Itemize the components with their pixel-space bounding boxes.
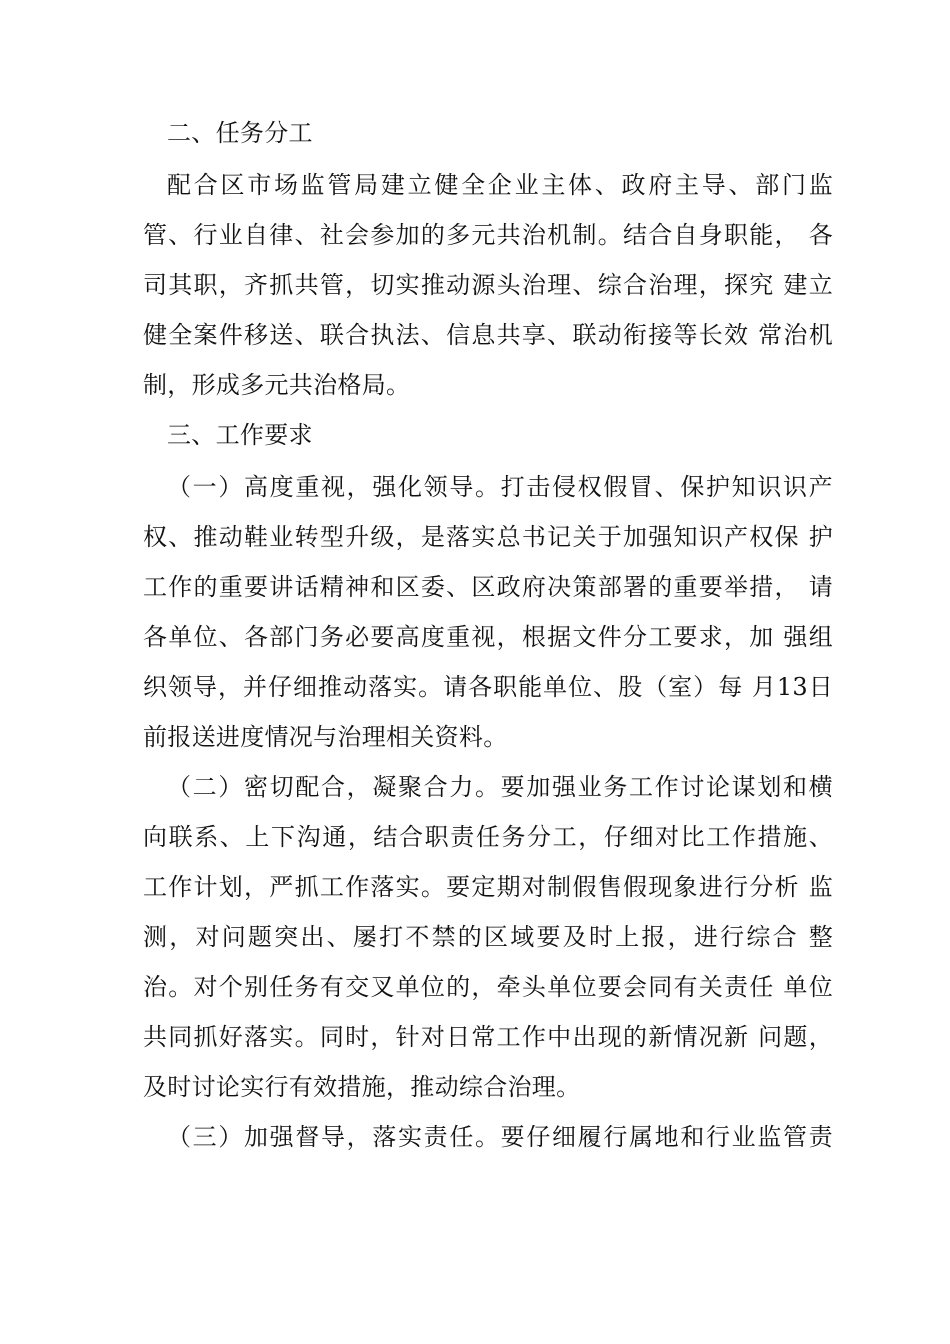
paragraph-line: 权、推动鞋业转型升级，是落实总书记关于加强知识产权保 护 — [143, 523, 833, 551]
paragraph-line: 管、行业自律、社会参加的多元共治机制。结合自身职能， 各 — [143, 221, 833, 249]
paragraph-line: 前报送进度情况与治理相关资料。 — [143, 723, 508, 751]
section-heading-work-requirements: 三、工作要求 — [167, 421, 313, 449]
paragraph-line: 向联系、上下沟通，结合职责任务分工，仔细对比工作措施、 — [143, 823, 833, 851]
paragraph-line: 健全案件移送、联合执法、信息共享、联动衔接等长效 常治机 — [143, 321, 833, 349]
paragraph-line: 测，对问题突出、屡打不禁的区域要及时上报，进行综合 整 — [143, 923, 833, 951]
paragraph-line: （二）密切配合，凝聚合力。要加强业务工作讨论谋划和横 — [167, 773, 833, 801]
paragraph-line: （三）加强督导，落实责任。要仔细履行属地和行业监管责 — [167, 1123, 833, 1151]
paragraph-line: 司其职，齐抓共管，切实推动源头治理、综合治理，探究 建立 — [143, 271, 833, 299]
paragraph-line: 治。对个别任务有交叉单位的，牵头单位要会同有关责任 单位 — [143, 973, 833, 1001]
paragraph-line: 共同抓好落实。同时，针对日常工作中出现的新情况新 问题， — [143, 1023, 833, 1051]
paragraph-line: 各单位、各部门务必要高度重视，根据文件分工要求，加 强组 — [143, 623, 833, 651]
paragraph-line: 工作的重要讲话精神和区委、区政府决策部署的重要举措， 请 — [143, 573, 833, 601]
paragraph-line: （一）高度重视，强化领导。打击侵权假冒、保护知识识产 — [167, 473, 833, 501]
paragraph-line: 工作计划，严抓工作落实。要定期对制假售假现象进行分析 监 — [143, 873, 833, 901]
paragraph-line: 配合区市场监管局建立健全企业主体、政府主导、部门监 — [167, 171, 833, 199]
paragraph-line: 及时讨论实行有效措施，推动综合治理。 — [143, 1073, 581, 1101]
paragraph-line: 织领导，并仔细推动落实。请各职能单位、股（室）每 月13日 — [143, 673, 833, 701]
paragraph-line: 制，形成多元共治格局。 — [143, 371, 411, 399]
section-heading-task-division: 二、任务分工 — [167, 119, 313, 147]
